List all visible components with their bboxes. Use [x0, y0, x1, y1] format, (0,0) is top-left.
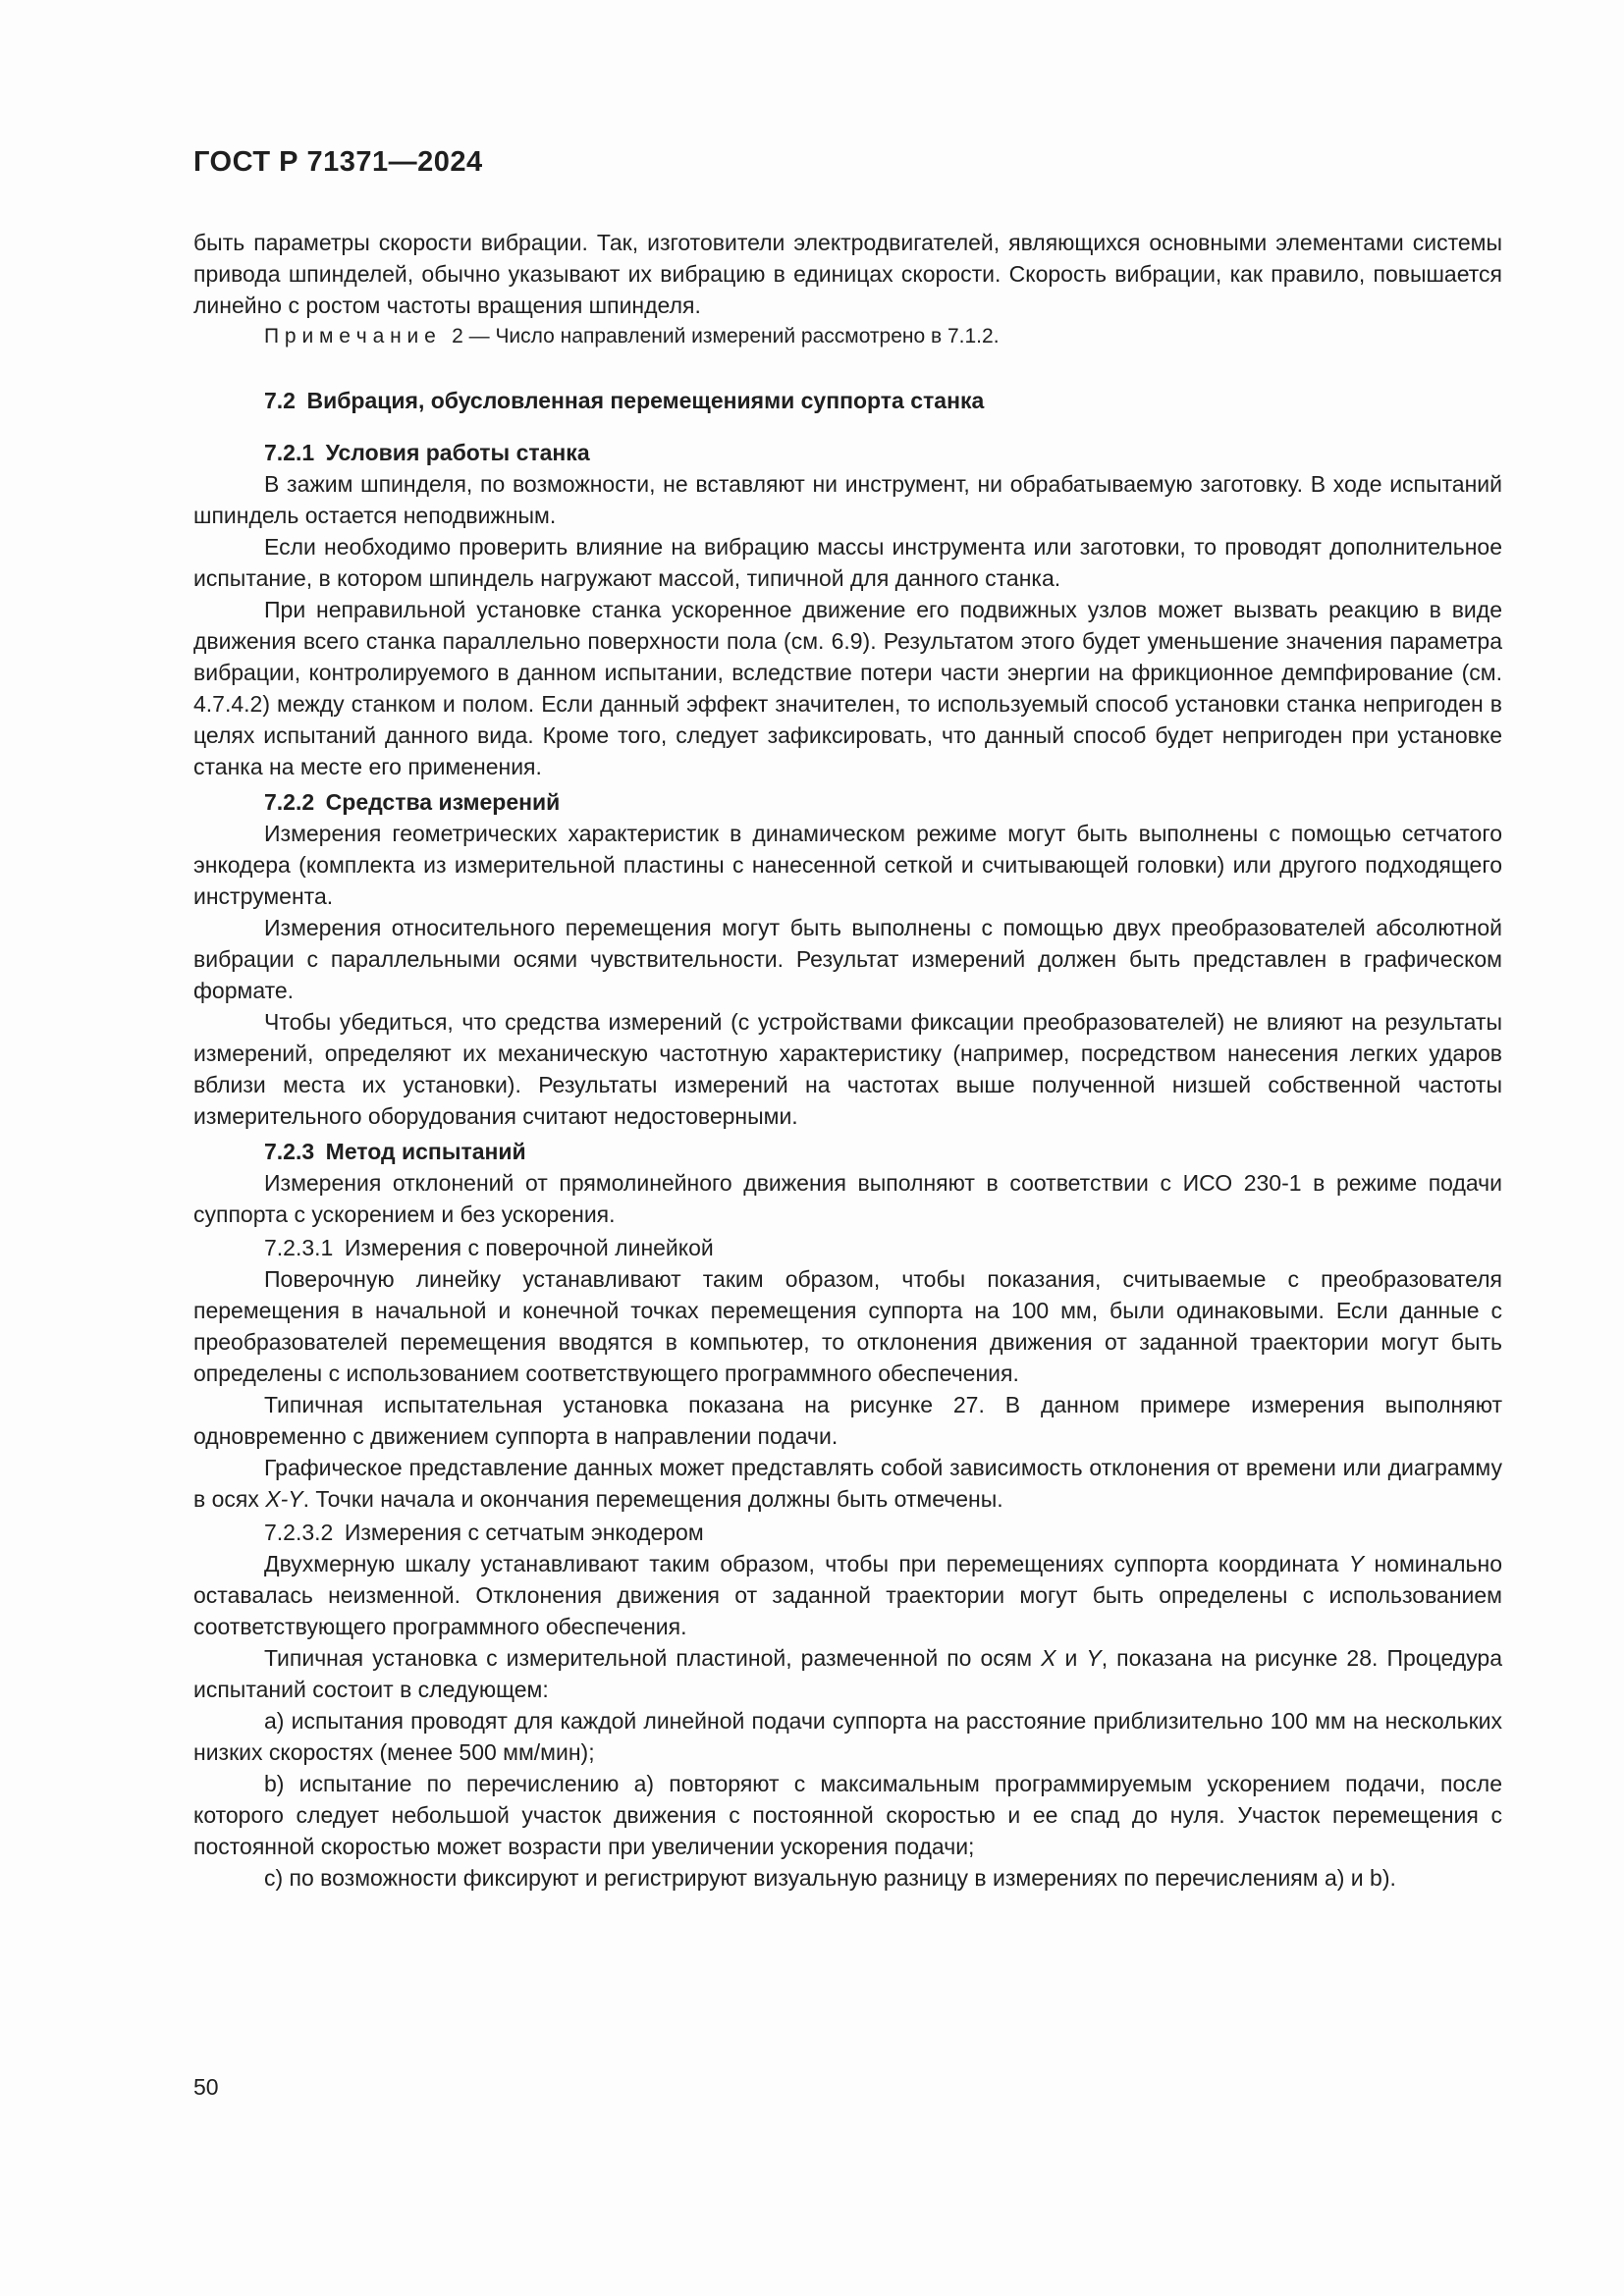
paragraph: Измерения относительного перемещения могут быть выполнены с помощью двух преобразователей абсолютной вибрации с параллельными осями чувствительности. Результат измерений должен быть представлен в графическом формате. — [193, 915, 1502, 1003]
paragraph: b) испытание по перечислению a) повторяют с максимальным программируемым ускорением подачи, после которого следует небольшой участок движения с постоянной скоростью и ее спад до нуля. Участок перемещения с постоянной скоростью может возрасти при увеличении ускорения подачи; — [193, 1771, 1502, 1859]
clause-heading: 7.2.3.2 Измерения с сетчатым энкодером — [264, 1520, 704, 1545]
subsection-heading: 7.2.2 Средства измерений — [264, 789, 561, 815]
paragraph: Поверочную линейку устанавливают таким образом, чтобы показания, считываемые с преобразователя перемещения в начальной и конечной точках перемещения суппорта на 100 мм, были одинаковыми. Если данные с преобразователей перемещения вводятся в компьютер, то отклонения движения от заданной траектории могут быть определены с использованием соответствующего программного обеспечения. — [193, 1266, 1502, 1386]
paragraph: При неправильной установке станка ускоренное движение его подвижных узлов может вызвать реакцию в виде движения всего станка параллельно поверхности пола (см. 6.9). Результатом этого будет уменьшение значения параметра вибрации, контролируемого в данном испытании, вследствие потери части энергии на фрикционное демпфирование (см. 4.7.4.2) между станком и полом. Если данный эффект значителен, то используемый способ установки станка непригоден в целях испытаний данного вида. Кроме того, следует зафиксировать, что данный способ будет непригоден при установке станка на месте его применения. — [193, 597, 1502, 779]
page-number: 50 — [193, 2074, 219, 2100]
paragraph: a) испытания проводят для каждой линейной подачи суппорта на расстояние приблизительно 100 мм на нескольких низких скоростях (менее 500 мм/мин); — [193, 1708, 1502, 1765]
paragraph: быть параметры скорости вибрации. Так, изготовители электродвигателей, являющихся основными элементами системы привода шпинделей, обычно указывают их вибрацию в единицах скорости. Скорость вибрации, как правило, повышается линейно с ростом частоты вращения шпинделя. — [193, 230, 1502, 318]
subsection-heading: 7.2.1 Условия работы станка — [264, 440, 590, 465]
document-content — [193, 227, 1502, 1894]
paragraph: Измерения геометрических характеристик в динамическом режиме могут быть выполнены с помощью сетчатого энкодера (комплекта из измерительной пластины с нанесенной сеткой и считывающей головки) или другого подходящего инструмента. — [193, 821, 1502, 909]
document-header: ГОСТ Р 71371—2024 — [193, 146, 483, 178]
paragraph: Чтобы убедиться, что средства измерений (с устройствами фиксации преобразователей) не влияют на результаты измерений, определяют их механическую частотную характеристику (например, посредством нанесения легких ударов вблизи места их установки). Результаты измерений на частотах выше полученной низшей собственной частоты измерительного оборудования считают недостоверными. — [193, 1009, 1502, 1129]
paragraph: c) по возможности фиксируют и регистрируют визуальную разницу в измерениях по перечислениям a) и b). — [264, 1865, 1396, 1891]
note: П р и м е ч а н и е 2 — Число направлений измерений рассмотрено в 7.1.2. — [264, 325, 1000, 347]
subsection-heading: 7.2.3 Метод испытаний — [264, 1139, 526, 1164]
paragraph: Двухмерную шкалу устанавливают таким образом, чтобы при перемещениях суппорта координата Y номинально оставалась неизменной. Отклонения движения от заданной траектории могут быть определены с использованием соответствующего программного обеспечения. — [193, 1551, 1502, 1639]
paragraph: В зажим шпинделя, по возможности, не вставляют ни инструмент, ни обрабатываемую заготовку. В ходе испытаний шпиндель остается неподвижным. — [193, 471, 1502, 528]
section-heading: 7.2 Вибрация, обусловленная перемещениями суппорта станка — [264, 388, 985, 413]
paragraph: Типичная испытательная установка показана на рисунке 27. В данном примере измерения выполняют одновременно с движением суппорта в направлении подачи. — [193, 1392, 1502, 1449]
paragraph: Графическое представление данных может представлять собой зависимость отклонения от времени или диаграмму в осях X-Y. Точки начала и окончания перемещения должны быть отмечены. — [193, 1455, 1502, 1512]
clause-heading: 7.2.3.1 Измерения с поверочной линейкой — [264, 1235, 714, 1260]
paragraph: Измерения отклонений от прямолинейного движения выполняют в соответствии с ИСО 230-1 в режиме подачи суппорта с ускорением и без ускорения. — [193, 1170, 1502, 1227]
paragraph: Типичная установка с измерительной пластиной, размеченной по осям X и Y, показана на рисунке 28. Процедура испытаний состоит в следующем: — [193, 1645, 1502, 1702]
paragraph: Если необходимо проверить влияние на вибрацию массы инструмента или заготовки, то проводят дополнительное испытание, в котором шпиндель нагружают массой, типичной для данного станка. — [193, 534, 1502, 591]
